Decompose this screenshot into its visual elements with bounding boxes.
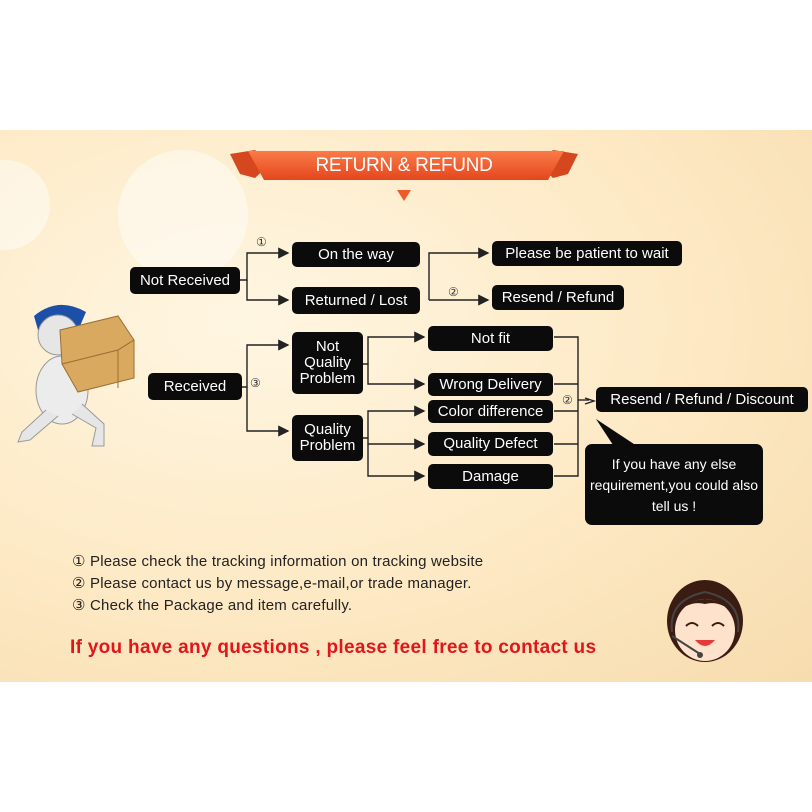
customer-service-avatar [667, 580, 743, 662]
contact-message: If you have any questions , please feel free to contact us [70, 637, 597, 658]
speech-bubble-tail [596, 419, 637, 448]
avatar-face [675, 599, 735, 661]
node-on-the-way: On the way [292, 242, 420, 267]
step-marker-2: ② [562, 393, 573, 407]
node-damage: Damage [428, 464, 553, 489]
node-patient-wait: Please be patient to wait [492, 241, 682, 266]
connector [368, 364, 424, 384]
note-3: ③ Check the Package and item carefully. [72, 597, 353, 614]
step-marker-3: ③ [250, 376, 261, 390]
speech-bubble-text: If you have any else requirement,you could also tell us ! [589, 455, 759, 514]
node-not-quality-problem: Not Quality Problem [292, 332, 363, 394]
node-quality-problem: Quality Problem [292, 415, 363, 461]
node-resend-refund: Resend / Refund [492, 285, 624, 310]
package-icon [60, 316, 134, 392]
node-resend-refund-discount: Resend / Refund / Discount [596, 387, 808, 412]
connector [242, 345, 288, 387]
node-not-received: Not Received [130, 267, 240, 294]
connector [247, 387, 288, 431]
note-2: ② Please contact us by message,e-mail,or trade manager. [72, 575, 472, 592]
node-returned-lost: Returned / Lost [292, 287, 420, 314]
connector [363, 411, 424, 438]
courier-illustration [18, 305, 134, 446]
node-received: Received [148, 373, 242, 400]
step-marker-2: ② [448, 285, 459, 299]
note-1: ① Please check the tracking information on tracking website [72, 553, 484, 570]
step-marker-1: ① [256, 235, 267, 249]
connector [368, 438, 424, 444]
courier-leg-front [72, 404, 104, 446]
node-not-fit: Not fit [428, 326, 553, 351]
connector [368, 444, 424, 476]
node-wrong-delivery: Wrong Delivery [428, 373, 553, 396]
banner-down-triangle [397, 190, 411, 201]
node-color-difference: Color difference [428, 400, 553, 423]
connector [363, 337, 424, 364]
page-title: RETURN & REFUND [315, 155, 493, 176]
courier-leg-back [18, 410, 58, 442]
node-quality-defect: Quality Defect [428, 432, 553, 456]
merge-chevron [585, 398, 594, 404]
connector [240, 253, 288, 280]
connector [247, 280, 288, 300]
